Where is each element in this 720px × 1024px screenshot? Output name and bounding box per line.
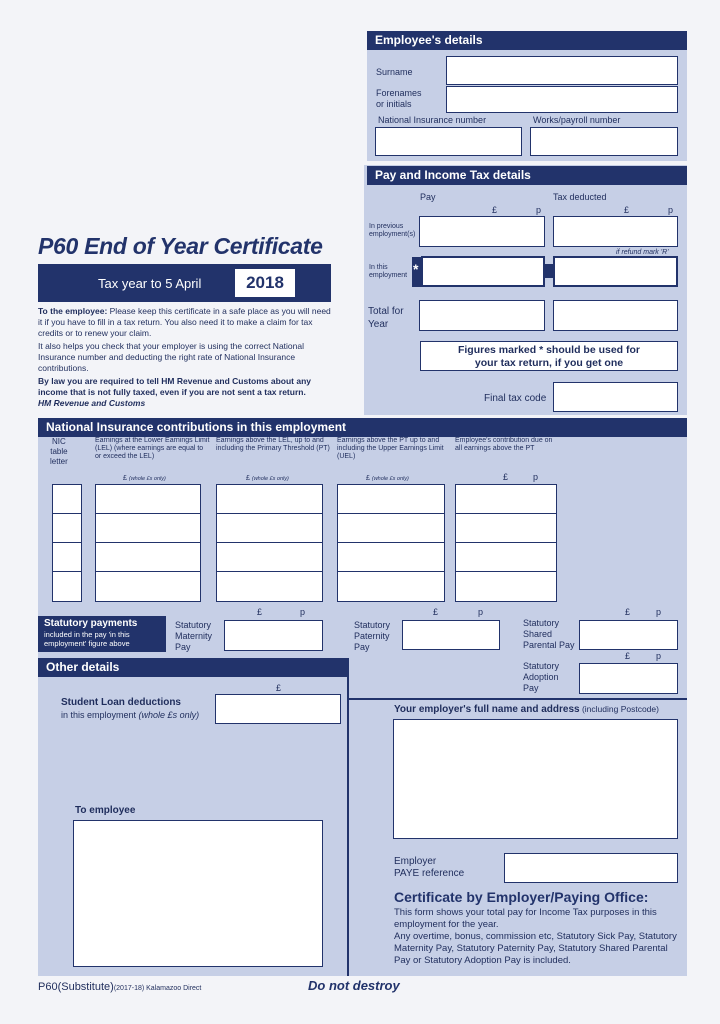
nic-col-uel-label: Earnings above the PT up to and including the Upper Earnings Limit (UEL) [337,437,444,460]
employer-name-sub: (including Postcode) [579,704,659,714]
pay-pence-sign: p [536,205,542,215]
previous-tax-field[interactable] [553,216,678,247]
do-not-destroy: Do not destroy [308,978,400,993]
intro-paragraph-3: By law you are required to tell HM Revenue and Customs about any income that is not fully taxed, even if you are not sent a tax return. [38,376,312,397]
total-pay-field[interactable] [419,300,545,331]
nic-uel-row-3[interactable] [337,542,445,572]
nic-pt-whole: (whole £s only) [251,476,289,482]
paye-ref-label: Employer PAYE reference [394,856,465,879]
refund-note: if refund mark 'R' [616,249,669,256]
nic-pt-column [216,484,323,602]
employee-details-header: Employee's details [367,31,687,50]
nic-lel-row-4[interactable] [95,571,201,602]
nic-col-contrib-label: Employee's contribution due on all earnings above the PT [455,437,553,452]
previous-employment-label: In previous employment(s) [369,223,416,238]
previous-pay-field[interactable] [419,216,545,247]
ni-number-label: National Insurance number [378,115,487,125]
nic-col-lel-label: Earnings at the Lower Earnings Limit (LEL) (where earnings are equal to or exceed the LEL) [95,437,210,460]
shared-parental-field[interactable] [579,620,678,650]
this-employment-pay-field[interactable] [421,256,545,287]
maternity-pound: £ [257,607,263,617]
shared-parental-label: Statutory Shared Parental Pay [523,618,575,650]
maternity-field[interactable] [224,620,323,651]
nic-pt-row-2[interactable] [216,513,323,543]
form-id-sub: (2017-18) Kalamazoo Direct [113,985,202,992]
this-employment-tax-field[interactable] [553,256,678,287]
nic-col-letter-label: NIC table letter [50,437,68,466]
intro-text [38,306,336,409]
shared-parental-pound: £ [625,607,631,617]
page-title: P60 End of Year Certificate [38,233,323,259]
paternity-field[interactable] [402,620,500,650]
nic-lel-whole: (whole £s only) [128,476,166,482]
total-tax-field[interactable] [553,300,678,331]
to-employee-box[interactable] [73,820,323,967]
intro-paragraph-4: HM Revenue and Customs [38,398,146,408]
nic-letter-row-4[interactable] [52,571,82,602]
student-loan-sub-label [61,710,199,721]
maternity-pence: p [300,607,306,617]
works-number-label: Works/payroll number [533,115,621,125]
total-for-year-label: Total for Year [368,306,404,330]
forenames-label: Forenames or initials [376,88,422,109]
pay-tax-header: Pay and Income Tax details [367,166,687,185]
nic-letter-row-1[interactable] [52,484,82,514]
paye-ref-field[interactable] [504,853,678,883]
nic-pt-row-4[interactable] [216,571,323,602]
statutory-label-block [38,616,166,652]
form-id-main: P60(Substitute) [38,981,114,993]
nic-contrib-pence: p [533,472,539,482]
nic-contrib-column [455,484,557,602]
ni-number-field[interactable] [375,127,522,156]
to-employee-label: To employee [75,805,136,816]
nic-lel-row-3[interactable] [95,542,201,572]
nic-letter-column [52,484,82,602]
student-loan-field[interactable] [215,694,341,724]
employer-name-label [394,704,659,715]
figures-note-line-2: your tax return, if you get one [474,357,624,369]
nic-uel-row-1[interactable] [337,484,445,514]
nic-contrib-row-1[interactable] [455,484,557,514]
this-employment-asterisk: * [413,261,419,277]
nic-uel-row-2[interactable] [337,513,445,543]
statutory-subtitle: included in the pay 'in this employment' figure above [44,630,130,648]
other-details-header: Other details [38,658,349,677]
statutory-title: Statutory payments [44,618,138,629]
nic-pt-units [246,475,289,483]
final-tax-code-field[interactable] [553,382,678,412]
certificate-paragraph-1: This form shows your total pay for Income Tax purposes in this employment for the year. [394,907,657,930]
forenames-field[interactable] [446,86,678,113]
pay-pound-sign: £ [492,205,498,215]
nic-uel-pound: £ [366,475,370,482]
nic-pt-row-1[interactable] [216,484,323,514]
intro-paragraph-2: It also helps you check that your employer is using the correct National Insurance number and deducting the right rate of National Insurance contributions. [38,341,304,373]
nic-uel-units [366,475,409,483]
adoption-pence: p [656,651,662,661]
adoption-pound: £ [625,651,631,661]
nic-contrib-row-2[interactable] [455,513,557,543]
intro-rest: Please keep this certificate in a safe place as you will need it if you have to fill in a tax return. You also need it to make a claim for tax credits or to renew your claim. [38,306,331,338]
pay-column-label: Pay [420,192,436,202]
tax-year-label: Tax year to 5 April [98,276,202,291]
maternity-label: Statutory Maternity Pay [175,620,213,652]
surname-label: Surname [376,67,413,77]
nic-pt-row-3[interactable] [216,542,323,572]
tax-pound-sign: £ [624,205,630,215]
final-tax-code-label: Final tax code [484,393,547,404]
nic-col-pt-label: Earnings above the LEL, up to and including the Primary Threshold (PT) [216,437,330,452]
paternity-pound: £ [433,607,439,617]
employer-address-field[interactable] [393,719,678,839]
nic-contrib-row-4[interactable] [455,571,557,602]
this-employment-label: In this employment [369,264,408,279]
student-loan-sub: in this employment [61,710,139,720]
nic-uel-column [337,484,445,602]
surname-field[interactable] [446,56,678,85]
student-loan-whole: (whole £s only) [138,710,200,720]
student-loan-label: Student Loan deductions [61,697,181,708]
tax-deducted-column-label: Tax deducted [553,192,607,202]
nic-letter-row-2[interactable] [52,513,82,543]
certificate-title: Certificate by Employer/Paying Office: [394,889,649,905]
works-number-field[interactable] [530,127,678,156]
nic-contrib-row-3[interactable] [455,542,557,572]
nic-lel-column [95,484,201,602]
tax-pence-sign: p [668,205,674,215]
nic-lel-row-2[interactable] [95,513,201,543]
paternity-label: Statutory Paternity Pay [354,620,391,652]
nic-uel-whole: (whole £s only) [371,476,409,482]
this-employment-link [545,264,553,278]
certificate-paragraph-2: Any overtime, bonus, commission etc, Statutory Sick Pay, Statutory Maternity Pay, Statutory Paternity Pay, Statutory Shared Parental Pay or Statutory Adoption Pay is included. [394,931,677,966]
nic-pt-pound: £ [246,475,250,482]
tax-year-value: 2018 [234,268,296,298]
paternity-pence: p [478,607,484,617]
pay-tax-panel [364,165,687,415]
form-id [38,981,201,993]
adoption-label: Statutory Adoption Pay [523,661,560,693]
nic-letter-row-3[interactable] [52,542,82,572]
nic-lel-pound: £ [123,475,127,482]
student-loan-pound: £ [276,683,282,693]
adoption-field[interactable] [579,663,678,694]
shared-parental-pence: p [656,607,662,617]
employer-name-lead: Your employer's full name and address [394,704,580,715]
intro-paragraph-1 [38,306,336,339]
nic-contrib-pound: £ [503,472,509,482]
nic-lel-row-1[interactable] [95,484,201,514]
figures-note-line-1: Figures marked * should be used for [457,344,641,356]
nic-uel-row-4[interactable] [337,571,445,602]
nic-lel-units [123,475,166,483]
figures-note-box [420,341,678,371]
intro-lead: To the employee: [38,306,108,316]
certificate-text [394,907,684,967]
nic-header: National Insurance contributions in this employment [38,418,687,437]
